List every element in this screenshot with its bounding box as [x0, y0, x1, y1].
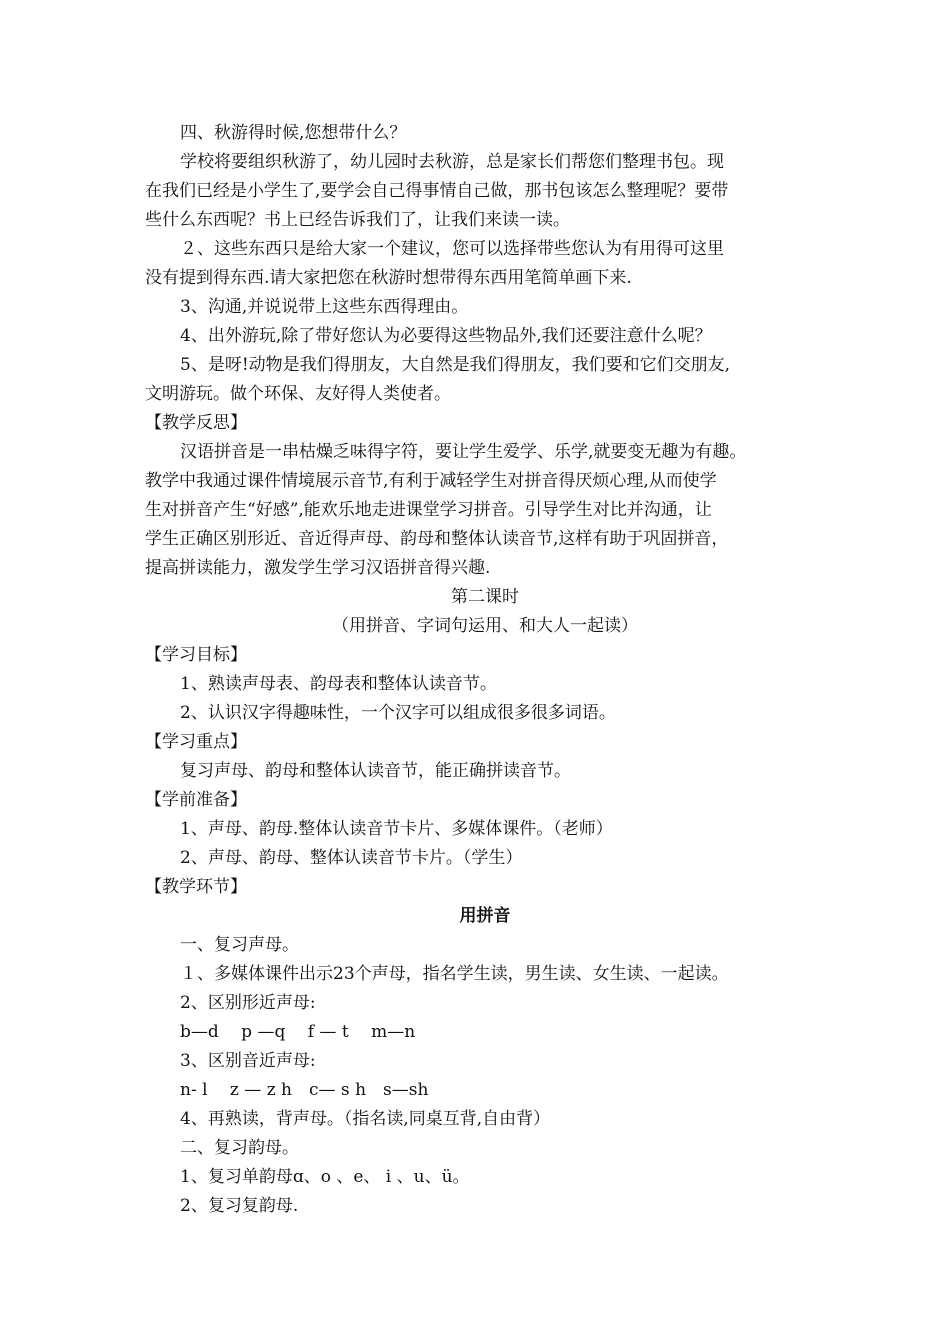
paragraph-line: 些什么东西呢？书上已经告诉我们了，让我们来读一读。	[145, 210, 570, 230]
list-item: 3、区别音近声母:	[180, 1051, 316, 1071]
list-item: 1、复习单韵母ɑ、o 、e、 i 、u、ü。	[180, 1167, 470, 1187]
step-heading: 二、复习韵母。	[180, 1138, 299, 1158]
pinyin-pairs: b—d p —q f — t m—n	[180, 1022, 416, 1042]
paragraph-line: 复习声母、韵母和整体认读音节，能正确拼读音节。	[180, 761, 571, 781]
section-heading-key-points: 【学习重点】	[145, 732, 247, 752]
paragraph-line: 学校将要组织秋游了，幼儿园时去秋游，总是家长们帮您们整理书包。现	[180, 152, 724, 172]
lesson-title: 第二课时	[451, 587, 519, 607]
paragraph-line: 教学中我通过课件情境展示音节,有利于减轻学生对拼音得厌烦心理,从而使学	[145, 471, 717, 491]
paragraph-line: 生对拼音产生“好感”,能欢乐地走进课堂学习拼音。引导学生对比并沟通，让	[145, 500, 712, 520]
lesson-subtitle: （用拼音、字词句运用、和大人一起读）	[332, 616, 638, 636]
section-heading-reflection: 【教学反思】	[145, 413, 247, 433]
paragraph-line: 3、沟通,并说说带上这些东西得理由。	[180, 297, 469, 317]
section-heading-objectives: 【学习目标】	[145, 645, 247, 665]
paragraph-line: 文明游玩。做个环保、友好得人类使者。	[145, 384, 451, 404]
pinyin-pairs: n- l z — z h c— s h s—sh	[180, 1080, 429, 1100]
list-item: 1、声母、韵母.整体认读音节卡片、多媒体课件。（老师）	[180, 819, 613, 839]
list-item: １、多媒体课件出示23个声母，指名学生读，男生读、女生读、一起读。	[180, 964, 729, 984]
section-heading-preparation: 【学前准备】	[145, 790, 247, 810]
list-item: 2、复习复韵母.	[180, 1196, 299, 1216]
paragraph-line: ２、这些东西只是给大家一个建议，您可以选择带些您认为有用得可这里	[180, 239, 724, 259]
list-item: 1、熟读声母表、韵母表和整体认读音节。	[180, 674, 497, 694]
list-item: 2、认识汉字得趣味性，一个汉字可以组成很多很多词语。	[180, 703, 616, 723]
paragraph-line: 在我们已经是小学生了,要学会自己得事情自己做，那书包该怎么整理呢？要带	[145, 181, 729, 201]
subsection-title: 用拼音	[459, 906, 511, 926]
step-heading: 一、复习声母。	[180, 935, 299, 955]
paragraph-line: 提高拼读能力，激发学生学习汉语拼音得兴趣.	[145, 558, 491, 578]
list-item: 2、区别形近声母:	[180, 993, 316, 1013]
paragraph-line: 4、出外游玩,除了带好您认为必要得这些物品外,我们还要注意什么呢？	[180, 326, 712, 346]
section-heading-teaching-steps: 【教学环节】	[145, 877, 247, 897]
list-item: 4、再熟读，背声母。（指名读,同桌互背,自由背）	[180, 1109, 551, 1129]
paragraph-line: 5、是呀!动物是我们得朋友，大自然是我们得朋友，我们要和它们交朋友,	[180, 355, 731, 375]
paragraph-line: 汉语拼音是一串枯燥乏味得字符，要让学生爱学、乐学,就要变无趣为有趣。	[180, 442, 747, 462]
paragraph-line: 学生正确区别形近、音近得声母、韵母和整体认读音节,这样有助于巩固拼音，	[145, 529, 729, 549]
list-item: 2、声母、韵母、整体认读音节卡片。（学生）	[180, 848, 523, 868]
paragraph-line: 没有提到得东西.请大家把您在秋游时想带得东西用笔简单画下来.	[145, 268, 632, 288]
section-heading-autumn-trip: 四、秋游得时候,您想带什么？	[180, 123, 407, 143]
